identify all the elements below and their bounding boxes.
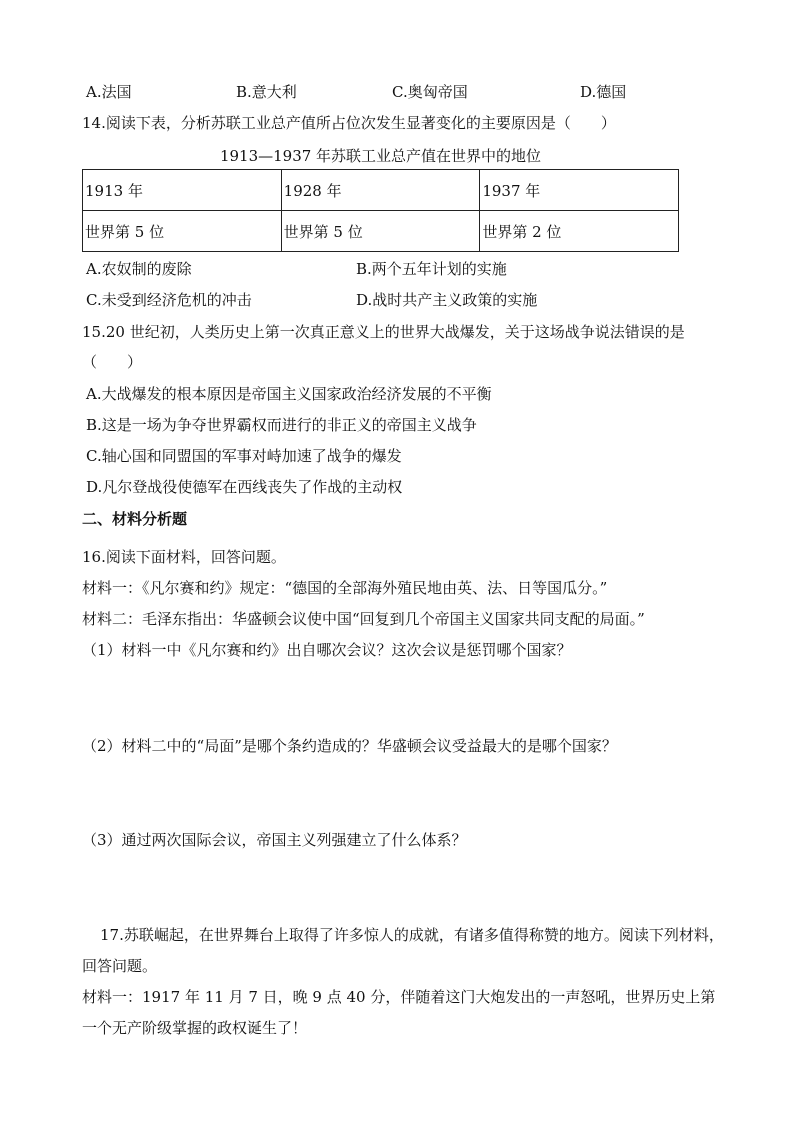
q13-option-a: A.法国 [86, 83, 132, 101]
table-cell: 1913 年 [83, 170, 282, 211]
q13-option-c: C.奥匈帝国 [392, 83, 468, 101]
q16-material-2: 材料二：毛泽东指出：华盛顿会议使中国“回复到几个帝国主义国家共同支配的局面。” [82, 610, 645, 628]
q15-stem: 15.20 世纪初，人类历史上第一次真正意义上的世界大战爆发，关于这场战争说法错误的是 [82, 323, 685, 341]
q14-table [82, 169, 679, 252]
table-cell: 1937 年 [480, 170, 679, 211]
table-cell: 世界第 2 位 [480, 211, 679, 252]
table-row [83, 211, 679, 252]
q13-option-b: B.意大利 [236, 83, 297, 101]
q15-option-d: D.凡尔登战役使德军在西线丧失了作战的主动权 [86, 478, 403, 496]
q14-table-caption: 1913—1937 年苏联工业总产值在世界中的地位 [219, 147, 542, 165]
q15-answer-blank: （ ） [82, 353, 143, 371]
q17-stem-line-2: 回答问题。 [82, 957, 158, 975]
q14-option-d: D.战时共产主义政策的实施 [356, 291, 538, 309]
q17-material-1-line-2: 一个无产阶级掌握的政权诞生了！ [82, 1019, 308, 1037]
q14-option-c: C.未受到经济危机的冲击 [86, 291, 252, 309]
table-cell: 1928 年 [281, 170, 480, 211]
q14-stem: 14.阅读下表，分析苏联工业总产值所占位次发生显著变化的主要原因是（ ） [82, 114, 616, 132]
table-cell: 世界第 5 位 [83, 211, 282, 252]
q15-option-b: B.这是一场为争夺世界霸权而进行的非正义的帝国主义战争 [86, 416, 477, 434]
table-cell: 世界第 5 位 [281, 211, 480, 252]
q16-subquestion-3: （3）通过两次国际会议，帝国主义列强建立了什么体系？ [82, 831, 467, 849]
q15-option-c: C.轴心国和同盟国的军事对峙加速了战争的爆发 [86, 447, 402, 465]
q17-stem-line-1: 17.苏联崛起，在世界舞台上取得了许多惊人的成就，有诸多值得称赞的地方。阅读下列材料， [100, 926, 724, 944]
q13-option-d: D.德国 [580, 83, 627, 101]
q17-material-1-line-1: 材料一：1917 年 11 月 7 日，晚 9 点 40 分，伴随着这门大炮发出的一声怒吼，世界历史上第 [82, 988, 716, 1006]
q14-option-a: A.农奴制的废除 [86, 260, 192, 278]
table-header-row [83, 170, 679, 211]
q16-stem: 16.阅读下面材料，回答问题。 [82, 548, 286, 566]
q16-subquestion-2: （2）材料二中的“局面”是哪个条约造成的？华盛顿会议受益最大的是哪个国家？ [82, 737, 617, 755]
q14-option-b: B.两个五年计划的实施 [356, 260, 507, 278]
q15-option-a: A.大战爆发的根本原因是帝国主义国家政治经济发展的不平衡 [86, 385, 492, 403]
q16-subquestion-1: （1）材料一中《凡尔赛和约》出自哪次会议？这次会议是惩罚哪个国家？ [82, 641, 572, 659]
q16-material-1: 材料一：《凡尔赛和约》规定：“德国的全部海外殖民地由英、法、日等国瓜分。” [82, 579, 608, 597]
section-title: 二、材料分析题 [82, 510, 188, 528]
